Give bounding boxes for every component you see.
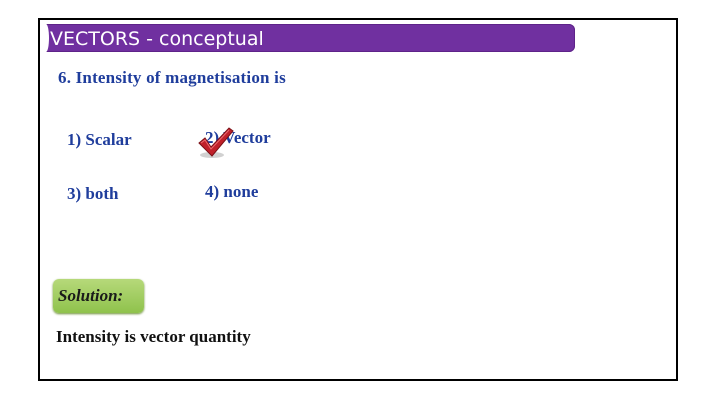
option-4: 4) none	[205, 182, 259, 201]
solution-label: Solution:	[58, 286, 124, 305]
question-text: 6. Intensity of magnetisation is	[58, 68, 286, 87]
option-3: 3) both	[67, 184, 119, 203]
banner-notch	[43, 24, 49, 52]
solution-text: Intensity is vector quantity	[56, 327, 251, 346]
option-2: 2) Vector	[205, 128, 271, 147]
slide-title: VECTORS - conceptual	[50, 28, 264, 50]
check-mark-icon	[196, 126, 234, 160]
option-1: 1) Scalar	[67, 130, 132, 149]
